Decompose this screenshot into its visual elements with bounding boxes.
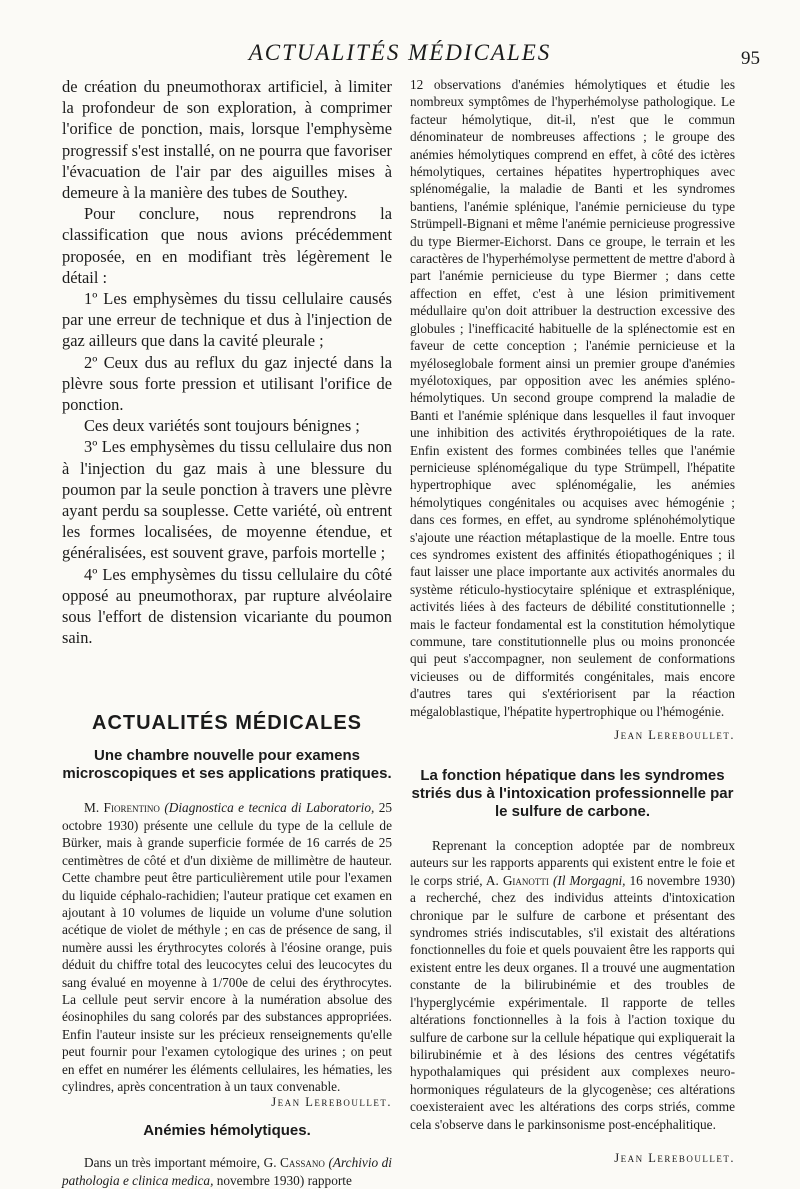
source-citation: (Diagnostica e tecnica di Laboratorio, [164, 800, 375, 816]
list-item: 2º Ceux dus au reflux du gaz injecté dans la plèvre sous forte pression et utilisant l'orifice de ponction. [62, 352, 392, 415]
article-body [410, 76, 735, 743]
article-body [62, 1154, 392, 1189]
article-title: Anémies hémolytiques. [143, 1122, 311, 1140]
paragraph: 12 observations d'anémies hémolytiques et étudie les nombreux symptômes de l'hyperhémolyse pathologique. Le facteur hémolytique, dit-il, n'est que le commun dénominateur de nombreuses affections ; le groupe des anémies hémolytiques comprend en effet, à côté des ictères hémolytiques, certaines hépatites hypertrophiques avec splénomégalie, la maladie de Banti et les syndromes bantiens, l'anémie splénique, l'anémie pernicieuse du type Strümpell-Bignani et même l'anémie pernicieuse progressive du type Biermer-Eichorst. Dans ce groupe, le terrain et les caractères de l'hyperhémolyse permettent de mettre d'abord à part l'anémie pernicieuse du type Biermer ; dans cette affection en effet, c'est à une lésion primitivement médullaire qu'on doit attribuer la destruction excessive des globules ; l'inefficacité habituelle de la splénectomie est en faveur de cette conception ; l'anémie pernicieuse et la myéloseglobale forment ainsi un premier groupe d'anémies myélotoxiques, par opposition avec les anémies spléno-hémolytiques. Un second groupe comprend la maladie de Banti et l'anémie splénique dans lesquelles il faut invoquer une inhibition des activités érythropoiétiques de la rate. Enfin existent des formes combinées telles que l'anémie pernicieuse splénomégalique du type Strümpell, l'hépatite hypertrophique avec splénomégalie, les anémies hémolytiques congénitales ou acquises avec hémogénie ; dans ces formes, en effet, au syndrome splénohémolytique s'ajoute une réaction métaplastique de la moelle. Entre tous ces syndromes existent des affinités étiopathogéniques ; il faut laisser une place importante aux activités anormales du système réticulo-hystiocytaire splénique et extrasplénique, activités liées à des facteurs de débilité constitutionnelle ; mais le facteur fondamental est la constitution hémolytique commune, tare constitutionnelle plus ou moins prononcée qui peut s'accompagner, non seulement de conformations vicieuses ou de difformités congénitales, mais encore d'autres tares qui s'extériorisent par la réaction mégaloblastique, l'hépatite hypertrophique ou l'hémogénie. [410, 77, 735, 719]
author-name: Fiorentino [103, 800, 160, 816]
author-prefix: M. [84, 800, 100, 816]
source-citation: (Il Morgagni, [552, 872, 626, 888]
paragraph [62, 799, 392, 1095]
article-body [410, 837, 735, 1166]
paragraph: de création du pneumothorax artificiel, à limiter la profondeur de son exploration, à comprimer l'orifice de ponction, mais, lorsque l'emphysème progressif s'est installé, on ne pourra que favoriser l'évacuation de l'air par des aiguilles mises à demeure à la manière des tubes de Southey. [62, 77, 392, 203]
article-title: La fonction hépatique dans les syndromes striés dus à l'intoxication professionnelle par le sulfure de carbone. [411, 767, 734, 821]
signature: Jean Lereboullet. [614, 728, 735, 743]
section-title: ACTUALITÉS MÉDICALES [92, 712, 362, 735]
paragraph: Pour conclure, nous reprendrons la classification que nous avions précédemment proposée, en en modifiant très légèrement le détail : [62, 204, 392, 287]
signature: Jean Lereboullet. [271, 1095, 392, 1110]
list-item: 1º Les emphysèmes du tissu cellulaire causés par une erreur de technique et dus à l'injection de gaz ailleurs que dans la cavité pleurale ; [62, 289, 392, 351]
list-item: 4º Les emphysèmes du tissu cellulaire du côté opposé au pneumothorax, par rupture alvéolaire sous l'effort de distension vicariante du poumon sain. [62, 564, 392, 648]
list-item: 3º Les emphysèmes du tissu cellulaire dus non à l'injection du gaz mais à une blessure du poumon par la seule ponction à travers une plèvre ayant perdu sa souplesse. Cette variété, où entrent les formes localisées, de moyenne étendue, et généralisées, est souvent grave, parfois mortelle ; [62, 437, 392, 563]
body-text: novembre 1930) rapporte [216, 1172, 352, 1188]
author-name: Gianotti [502, 872, 549, 888]
article-title: Une chambre nouvelle pour examens microscopiques et ses applications pratiques. [62, 747, 392, 783]
author-name: Cassano [280, 1155, 325, 1171]
source-citation: (Archivio di pathologia e clinica medica, [62, 1155, 393, 1188]
running-head: ACTUALITÉS MÉDICALES [248, 40, 552, 65]
body-text: 25 octobre 1930) présente une cellule du type de la cellule de Bürker, mais à grande superficie formée de 16 carrés de 25 centimètres de côté et d'un dixième de millimètre de hauteur. Cette chambre peut être particulièrement utile pour l'examen du liquide céphalo-rachidien; l'auteur pratique cet examen en ajoutant à 10 volumes de liquide un volume d'une solution acétique de violet de méthyle ; en cas de présence de sang, il numère aussi les érythrocytes colorés à l'éosine orange, puis déduit du chiffre total des leucocytes celui des leucocytes du sang évalué en moyenne à 1/700e de celui des érythrocytes. La cellule peut servir encore à la numération absolue des éosinophiles du sang colorés par des substances appropriées. Enfin l'auteur insiste sur les précieux renseignements qu'elle peut fournir pour l'examen cytologique des urines ; on peut en effet en numérer les éléments cellulaires, les hématies, les cylindres, après concentration à un taux convenable. [62, 800, 392, 1094]
page-number: 95 [741, 48, 760, 69]
left-column [62, 76, 392, 1189]
body-text: 16 novembre 1930) a recherché, chez des individus atteints d'intoxication chronique par le sulfure de carbone et présentant des syndromes striés indiscutables, s'il existait des altérations fonctionnelles du foie et quels pouvaient être les rapports qui existent entre les deux organes. Il a trouvé une augmentation constante de la bilirubinémie et des troubles de l'hyperglycémie expérimentale. Il rapporte de telles altérations fonctionnelles à la fois à l'action toxique du sulfure de carbone sur la cellule hépatique qui expliquerait la bilirubinémie et à des lésions des centres végétatifs hypothalamiques qui président aux complexes neuro-hormoniques régulateurs de la glycogenèse; ces altérations coexisteraient avec les altérations des corps striés, comme cela s'observe dans le parkinsonisme post-encéphalitique. [410, 872, 736, 1132]
paragraph [410, 837, 735, 1133]
article-body [62, 799, 392, 1110]
right-column [410, 76, 735, 1166]
body-text: Dans un très important mémoire, G. [84, 1155, 277, 1171]
pneumothorax-continuation [62, 76, 392, 648]
paragraph: Ces deux variétés sont toujours bénignes ; [84, 416, 360, 436]
body-text: Reprenant la conception adoptée par de nombreux auteurs sur les rapports apparents qui existent entre le foie et le corps strié, A. [410, 838, 735, 888]
signature: Jean Lereboullet. [614, 1150, 735, 1165]
paragraph [62, 1154, 392, 1189]
